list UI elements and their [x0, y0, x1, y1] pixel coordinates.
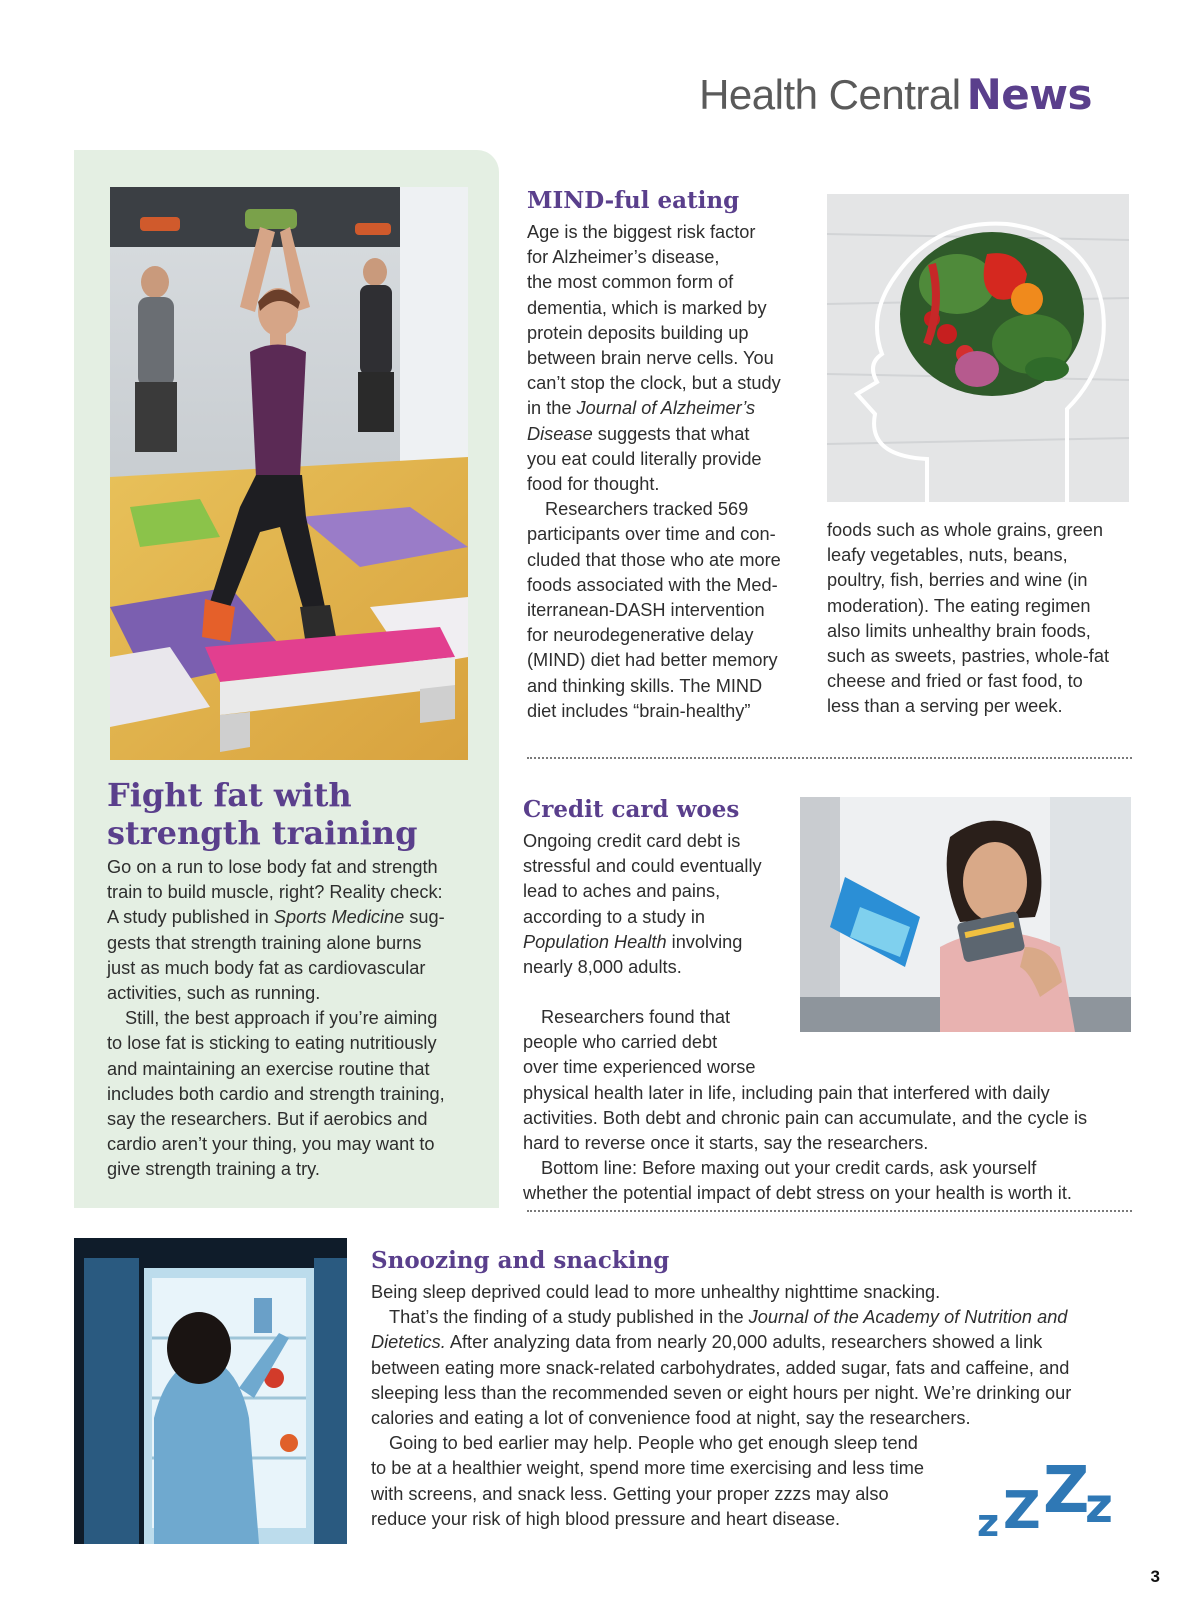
fridge-photo — [74, 1238, 347, 1544]
masthead-light: Health Central — [699, 71, 961, 118]
masthead — [699, 70, 1092, 119]
credit-bottom-line: Bottom line: Before maxing out your credit cards, ask yourself whether the potential impact of debt stress on your health is worth it. — [523, 1158, 1072, 1204]
mind-title: MIND-ful eating — [527, 187, 740, 214]
credit-title: Credit card woes — [523, 796, 740, 823]
fitness-paragraph-1: Go on a run to lose body fat and strength train to build muscle, right? Reality check: A study published in Sports Medicine sug- gests that strength training alone burns just as much body fat as cardiovascular activities, such as running. — [107, 857, 445, 1004]
sleep-paragraph-2: That’s the finding of a study published in the Journal of the Academy of Nutrition and Dietetics. After analyzing data from nearly 20,000 adults, researchers showed a link between eating more snack-related carbohydrates, added sugar, fats and caffeine, and sleeping less than the recommended seven or eight hours per night. We’re drinking our calories and eating a lot of convenience food at night, say the researchers. — [371, 1307, 1072, 1429]
divider-2 — [527, 1210, 1132, 1212]
zzz-letter-3: Z — [1043, 1454, 1090, 1528]
sleep-paragraph-1: Being sleep deprived could lead to more unhealthy nighttime snacking. — [371, 1282, 941, 1302]
credit-paragraph-1: Ongoing credit card debt is stressful and could eventually lead to aches and pains, according to a study in Population Health involving nearly 8,000 adults. — [523, 831, 762, 978]
sleep-paragraph-3: Going to bed earlier may help. People who get enough sleep tend to be at a healthier weight, spend more time exercising and less time with screens, and snack less. Getting your proper zzzs may also reduce your risk of high blood pressure and heart disease. — [371, 1433, 924, 1529]
mind-paragraph-1: Age is the biggest risk factor for Alzheimer’s disease, the most common form of dementia, which is marked by protein deposits building up between brain nerve cells. You can’t stop the clock, but a study in the Journal of Alzheimer’s Disease suggests that what you eat could literally provide food for thought. — [527, 222, 781, 495]
fitness-paragraph-2: Still, the best approach if you’re aiming to lose fat is sticking to eating nutritiously and maintaining an exercise routine that includes both cardio and strength training, say the researchers. But if aerobics and cardio aren’t your thing, you may want to give strength training a try. — [107, 1008, 445, 1180]
zzz-letter-1: z — [977, 1501, 1000, 1540]
zzz-graphic — [975, 1440, 1135, 1540]
exercise-photo — [110, 187, 468, 760]
mind-column-2: foods such as whole grains, green leafy vegetables, nuts, beans, poultry, fish, berries and wine (in moderation). The eating regimen also limits unhealthy brain foods, such as sweets, pastries, whole-fat cheese and fried or fast food, to less than a serving per week. — [827, 520, 1110, 717]
masthead-bold: News — [966, 70, 1092, 119]
brain-food-photo — [827, 194, 1129, 502]
page-number: 3 — [1150, 1567, 1160, 1586]
credit-paragraph-2: Researchers found that people who carried debt over time experienced worse physical health later in life, including pain that interfered with daily activities. Both debt and chronic pain can accumulate, and the cycle is hard to reverse once it starts, say the researchers. Bottom line: Before maxing out your credit cards, ask yourself whether the potential impact of debt stress on your health is worth it. — [523, 1005, 1123, 1207]
sleep-title: Snoozing and snacking — [371, 1247, 670, 1274]
fitness-article — [107, 776, 487, 1183]
divider-1 — [527, 757, 1132, 759]
credit-card-photo — [800, 797, 1131, 1032]
mind-paragraph-2: Researchers tracked 569 participants over time and con- cluded that those who ate more foods associated with the Med- iterranean-DASH intervention for neurodegenerative delay (MIND) diet had better memory and thinking skills. The MIND diet includes “brain-healthy” — [527, 499, 781, 721]
zzz-letter-2: Z — [1003, 1481, 1041, 1540]
fitness-title: Fight fat with strength training — [107, 776, 418, 852]
mind-column-1 — [527, 220, 817, 724]
zzz-letter-4: z — [1085, 1478, 1113, 1534]
